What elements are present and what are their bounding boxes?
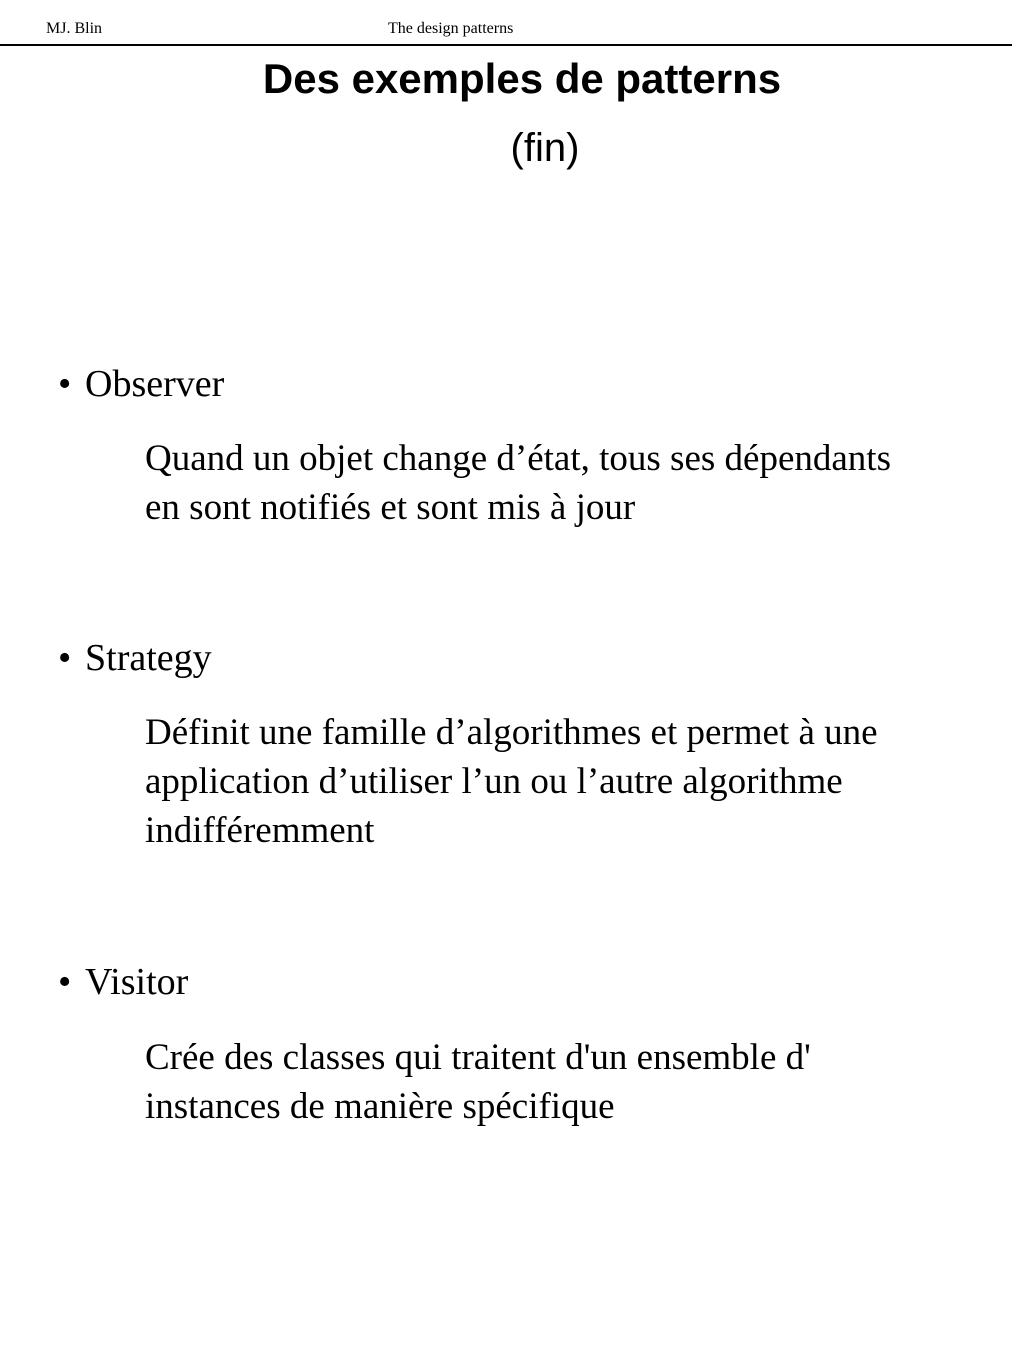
- pattern-visitor-name: Visitor: [85, 961, 189, 1003]
- description-line: Définit une famille d’algorithmes et permet à une: [145, 712, 878, 753]
- description-line: Quand un objet change d’état, tous ses dépendants: [145, 438, 891, 479]
- bullet-icon: •: [58, 961, 72, 1003]
- slide-subtitle: (fin): [510, 126, 580, 170]
- pattern-visitor-description: [145, 1033, 1005, 1131]
- header-author: MJ. Blin: [46, 20, 103, 37]
- bullet-icon: •: [58, 363, 72, 405]
- pattern-visitor-heading: [58, 960, 188, 1004]
- bullet-icon: •: [58, 637, 72, 679]
- description-line: Crée des classes qui traitent d'un ensemble d': [145, 1037, 811, 1078]
- page-header: [0, 0, 1012, 46]
- header-topic: The design patterns: [388, 20, 514, 37]
- description-line: instances de manière spécifique: [145, 1086, 615, 1127]
- description-line: en sont notifiés et sont mis à jour: [145, 487, 636, 528]
- pattern-observer-description: [145, 434, 1005, 532]
- pattern-observer-name: Observer: [85, 363, 225, 405]
- pattern-observer-heading: [58, 362, 224, 406]
- pattern-strategy-description: [145, 708, 1005, 855]
- description-line: application d’utiliser l’un ou l’autre algorithme: [145, 761, 843, 802]
- pattern-strategy-heading: [58, 636, 212, 680]
- slide-title: Des exemples de patterns: [262, 55, 782, 102]
- pattern-strategy-name: Strategy: [85, 637, 212, 679]
- description-line: indifféremment: [145, 810, 375, 851]
